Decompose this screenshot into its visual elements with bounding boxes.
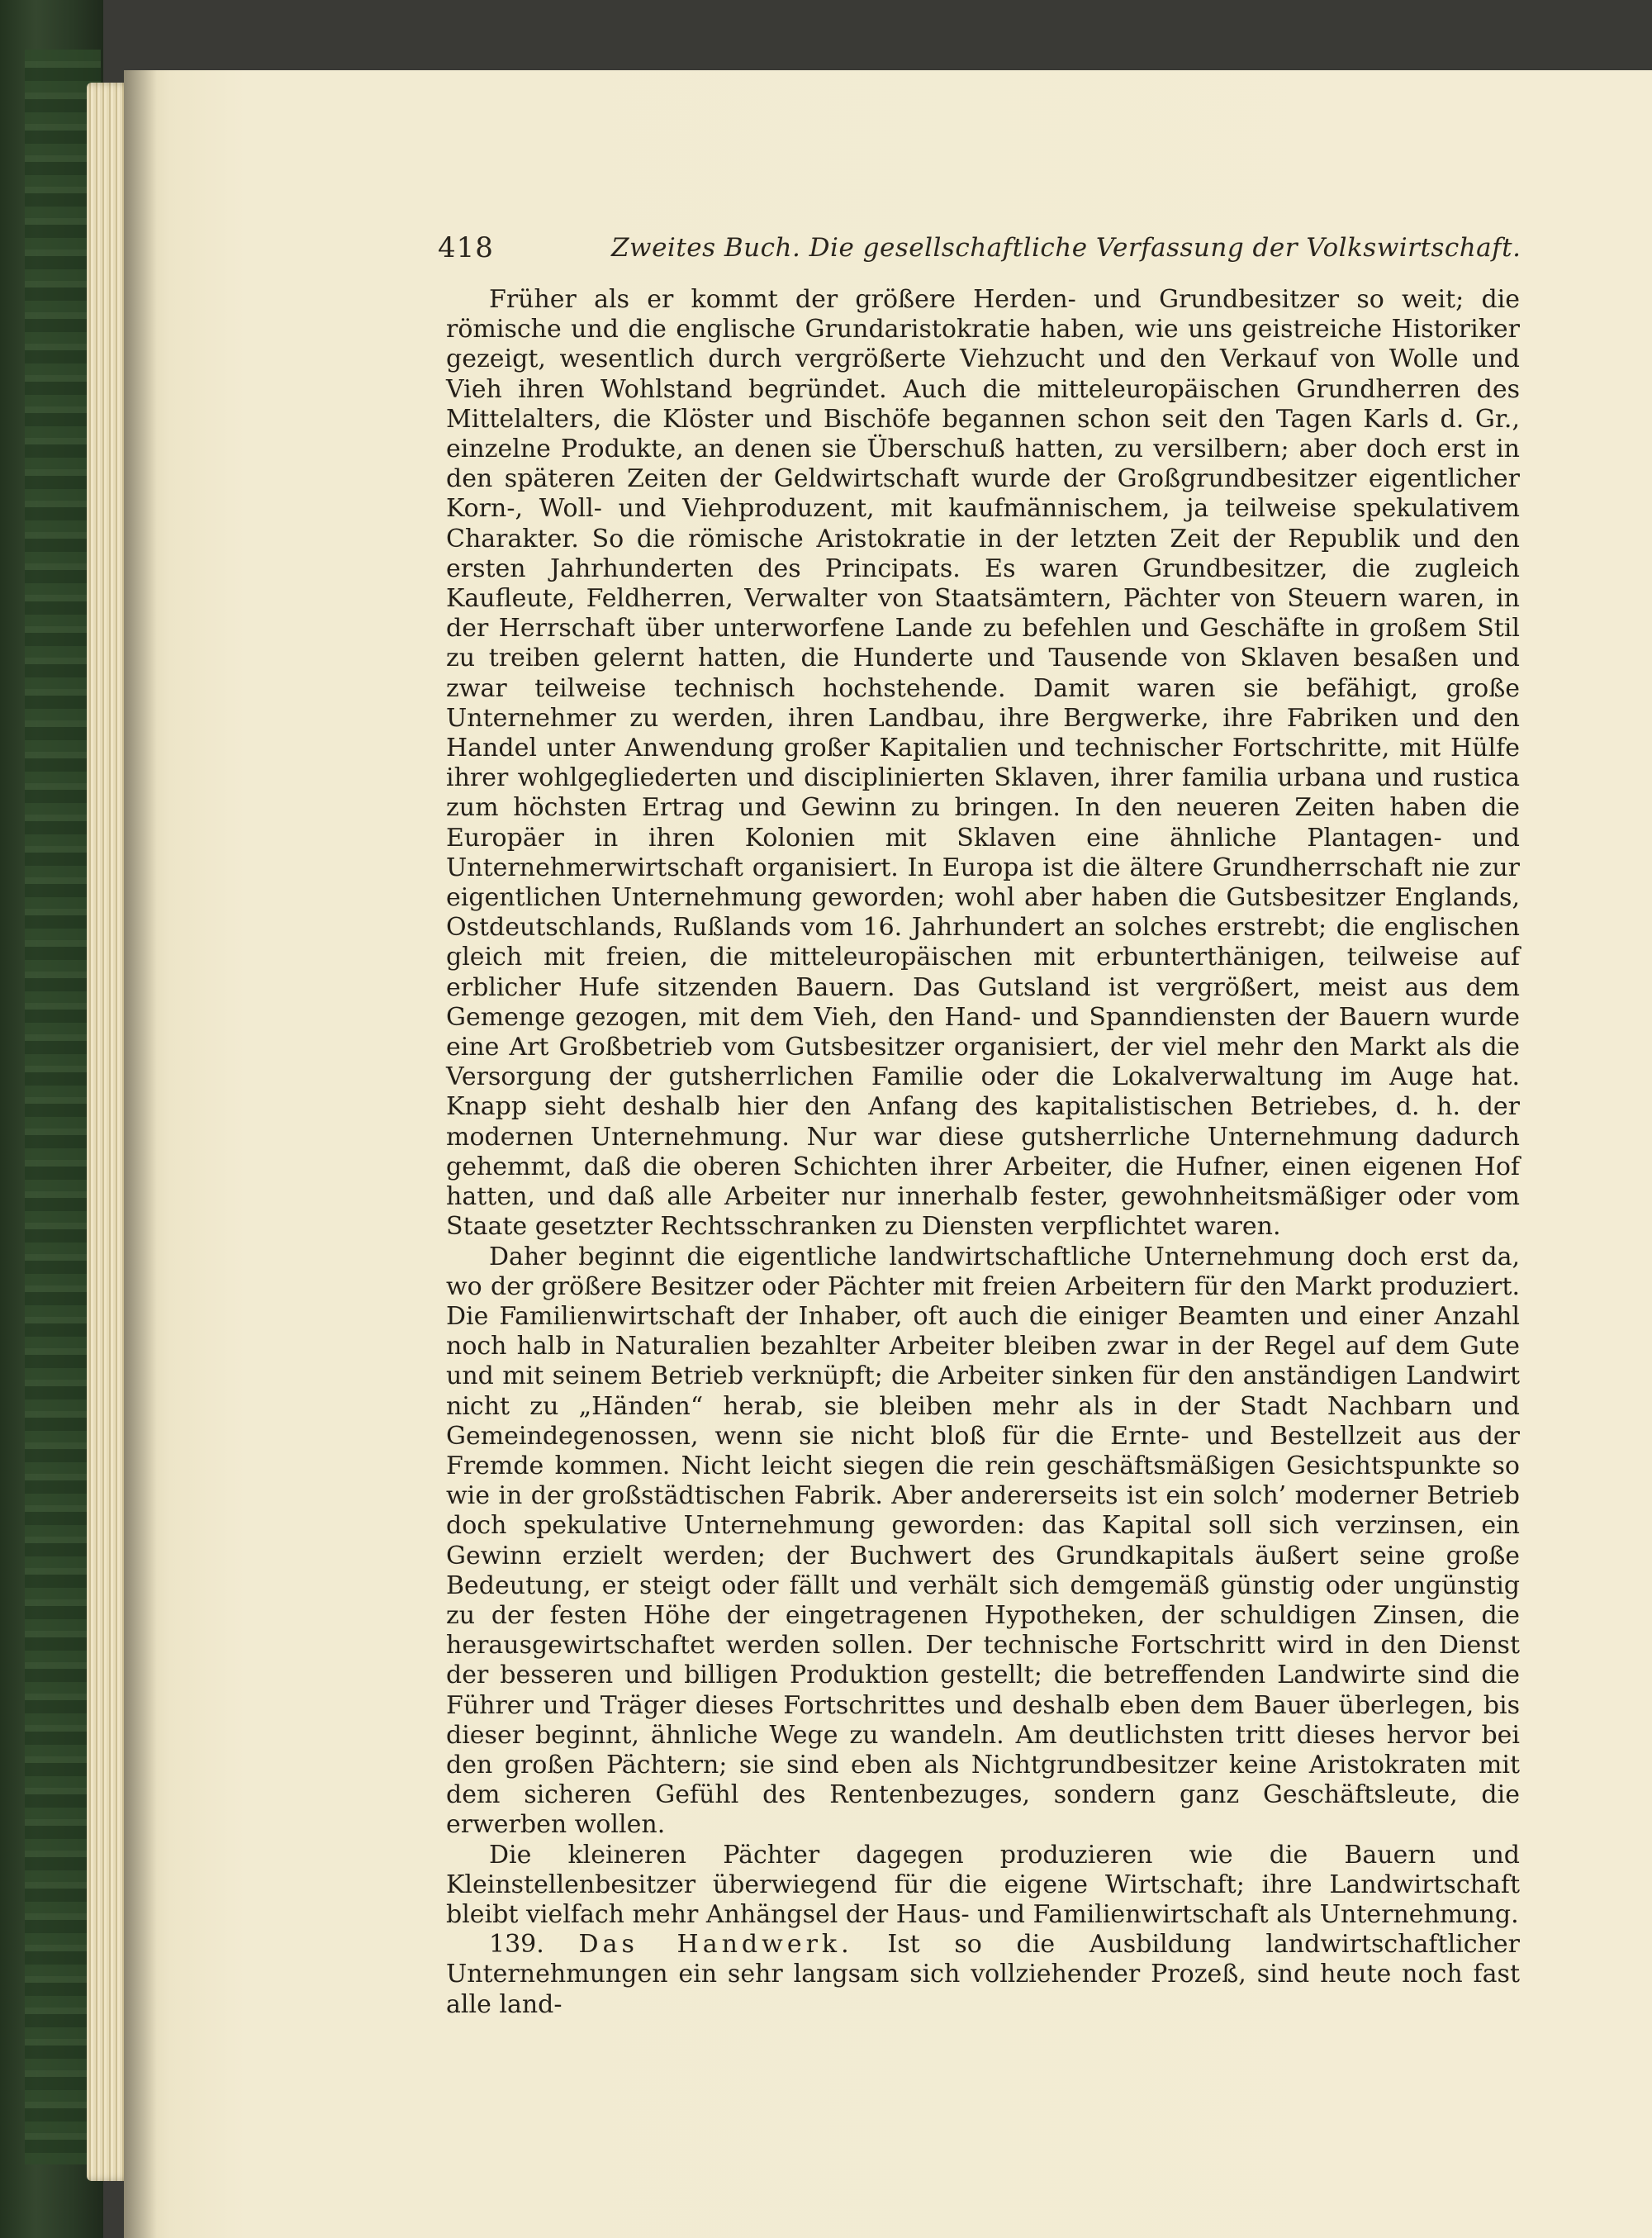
body-text [446,285,1520,2020]
spine-shadow [124,70,157,2238]
paragraph-2: Daher beginnt die eigentliche landwirtschaftliche Unternehmung doch erst da, wo der größere Besitzer oder Pächter mit freien Arbeitern für den Markt produziert. Die Familienwirtschaft der Inhaber, oft auch die einiger Beamten und einer Anzahl noch halb in Naturalien bezahlter Arbeiter bleiben zwar in der Regel auf dem Gute und mit seinem Betrieb verknüpft; die Arbeiter sinken für den anständigen Landwirt nicht zu „Händen“ herab, sie bleiben mehr als in der Stadt Nachbarn und Gemeindegenossen, wenn sie nicht bloß für die Ernte- und Bestellzeit aus der Fremde kommen. Nicht leicht siegen die rein geschäftsmäßigen Gesichtspunkte so wie in der großstädtischen Fabrik. Aber andererseits ist ein solch’ moderner Betrieb doch spekulative Unternehmung geworden: das Kapital soll sich verzinsen, ein Gewinn erzielt werden; der Buchwert des Grundkapitals äußert seine große Bedeutung, er steigt oder fällt und verhält sich demgemäß günstig oder ungünstig zu der festen Höhe der eingetragenen Hypotheken, der schuldigen Zinsen, die herausgewirtschaftet werden sollen. Der technische Fortschritt wird in den Dienst der besseren und billigen Produktion gestellt; die betreffenden Landwirte sind die Führer und Träger dieses Fortschrittes und deshalb eben dem Bauer überlegen, bis dieser beginnt, ähnliche Wege zu wandeln. Am deutlichsten tritt dieses hervor bei den großen Pächtern; sie sind eben als Nichtgrundbesitzer keine Aristokraten mit dem sicheren Gefühl des Rentenbezuges, sondern ganz Geschäftsleute, die erwerben wollen. [446,1242,1520,1840]
section-text: Ist so die Ausbildung landwirtschaftlicher Unternehmungen ein sehr langsam sich vollziehender Prozeß, sind heute noch fast alle land- [446,1930,1520,2019]
page-header [438,223,1536,281]
running-title: Zweites Buch. Die gesellschaftliche Verfassung der Volkswirtschaft. [611,233,1521,263]
section-paragraph [446,1930,1520,2020]
paragraph-3: Die kleineren Pächter dagegen produzieren wie die Bauern und Kleinstellenbesitzer überwiegend für die eigene Wirtschaft; ihre Landwirtschaft bleibt vielfach mehr Anhängsel der Haus- und Familienwirtschaft als Unternehmung. [446,1840,1520,1929]
section-title: Das Handwerk. [578,1930,853,1960]
page-number: 418 [438,231,494,264]
section-number: 139. [489,1930,544,1960]
paragraph-1: Früher als er kommt der größere Herden- und Grundbesitzer so weit; die römische und die englische Grundaristokratie haben, wie uns geistreiche Historiker gezeigt, wesentlich durch vergrößerte Viehzucht und den Verkauf von Wolle und Vieh ihren Wohlstand begründet. Auch die mitteleuropäischen Grundherren des Mittelalters, die Klöster und Bischöfe begannen schon seit den Tagen Karls d. Gr., einzelne Produkte, an denen sie Überschuß hatten, zu versilbern; aber doch erst in den späteren Zeiten der Geldwirtschaft wurde der Großgrundbesitzer eigentlicher Korn-, Woll- und Viehproduzent, mit kaufmännischem, ja teilweise spekulativem Charakter. So die römische Aristokratie in der letzten Zeit der Republik und den ersten Jahrhunderten des Principats. Es waren Grundbesitzer, die zugleich Kaufleute, Feldherren, Verwalter von Staatsämtern, Pächter von Steuern waren, in der Herrschaft über unterworfene Lande zu befehlen und Geschäfte in großem Stil zu treiben gelernt hatten, die Hunderte und Tausende von Sklaven besaßen und zwar teilweise technisch hochstehende. Damit waren sie befähigt, große Unternehmer zu werden, ihren Landbau, ihre Bergwerke, ihre Fabriken und den Handel unter Anwendung großer Kapitalien und technischer Fortschritte, mit Hülfe ihrer wohlgegliederten und disciplinierten Sklaven, ihrer familia urbana und rustica zum höchsten Ertrag und Gewinn zu bringen. In den neueren Zeiten haben die Europäer in ihren Kolonien mit Sklaven eine ähnliche Plantagen- und Unternehmerwirtschaft organisiert. In Europa ist die ältere Grundherrschaft nie zur eigentlichen Unternehmung geworden; wohl aber haben die Gutsbesitzer Englands, Ostdeutschlands, Rußlands vom 16. Jahrhundert an solches erstrebt; die englischen gleich mit freien, die mitteleuropäischen mit erbunterthänigen, teilweise auf erblicher Hufe sitzenden Bauern. Das Gutsland ist vergrößert, meist aus dem Gemenge gezogen, mit dem Vieh, den Hand- und Spanndiensten der Bauern wurde eine Art Großbetrieb vom Gutsbesitzer organisiert, der viel mehr den Markt als die Versorgung der gutsherrlichen Familie oder die Lokalverwaltung im Auge hat. Knapp sieht deshalb hier den Anfang des kapitalistischen Betriebes, d. h. der modernen Unternehmung. Nur war diese gutsherrliche Unternehmung dadurch gehemmt, daß die oberen Schichten ihrer Arbeiter, die Hufner, einen eigenen Hof hatten, und daß alle Arbeiter nur innerhalb fester, gewohnheitsmäßiger oder vom Staate gesetzter Rechtsschranken zu Diensten verpflichtet waren. [446,285,1520,1242]
